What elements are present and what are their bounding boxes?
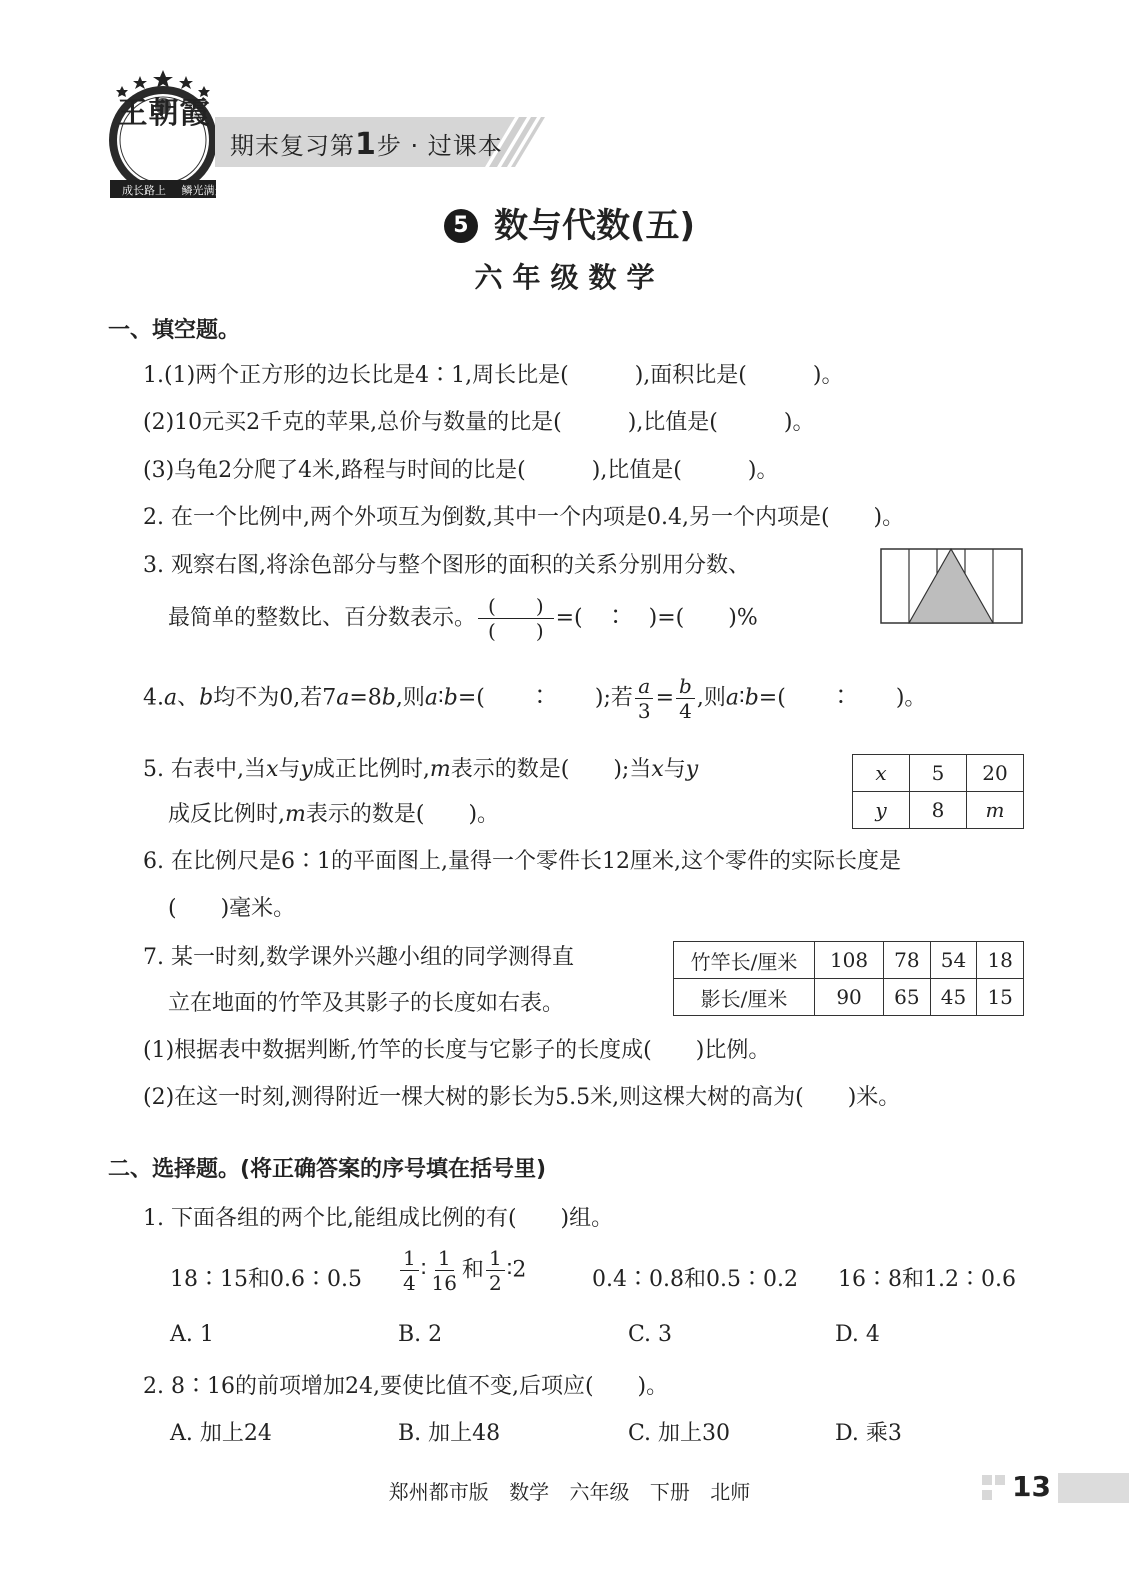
question-7-1: (1)根据表中数据判断,竹竿的长度与它影子的长度成( )比例。 xyxy=(143,1038,771,1063)
table-cell: x xyxy=(853,755,910,792)
footer-edition: 郑州都市版 数学 六年级 下册 北师 xyxy=(388,1480,751,1504)
section1-heading: 一、填空题。 xyxy=(108,318,241,343)
question-7-line2: 立在地面的竹竿及其影子的长度如右表。 xyxy=(168,991,565,1016)
mc-q1-option-a: A. 1 xyxy=(170,1322,214,1347)
question-1-3: (3)乌龟2分爬了4米,路程与时间的比是( ),比值是( )。 xyxy=(143,458,779,483)
table-row xyxy=(674,942,1024,979)
mc-q1-option-c: C. 3 xyxy=(628,1322,673,1347)
question-5-line1: 5. 右表中,当x与y成正比例时,m表示的数是( );当x与y xyxy=(143,757,699,782)
mc-q1-option-d: D. 4 xyxy=(835,1322,880,1347)
mc-q2-option-c: C. 加上30 xyxy=(628,1421,731,1446)
table-cell: 54 xyxy=(930,942,977,979)
logo-motto-left: 成长路上 xyxy=(122,184,166,197)
footer-decor xyxy=(982,1490,992,1500)
question-2: 2. 在一个比例中,两个外项互为倒数,其中一个内项是0.4,另一个内项是( )。 xyxy=(143,505,905,530)
question-6-line1: 6. 在比例尺是6∶1的平面图上,量得一个零件长12厘米,这个零件的实际长度是 xyxy=(143,849,901,874)
mc-question-1: 1. 下面各组的两个比,能组成比例的有( )组。 xyxy=(143,1206,614,1231)
logo-name: 王朝霞 xyxy=(117,96,211,131)
page-number-bar xyxy=(1058,1473,1129,1503)
logo-motto-right: 鳞光满天 xyxy=(181,184,226,197)
table-cell: 5 xyxy=(910,755,967,792)
section2-heading: 二、选择题。(将正确答案的序号填在括号里) xyxy=(108,1157,547,1182)
question-7-2: (2)在这一时刻,测得附近一棵大树的影长为5.5米,则这棵大树的高为( )米。 xyxy=(143,1085,901,1110)
table-cell: 45 xyxy=(930,979,977,1016)
table-cell: 90 xyxy=(815,979,884,1016)
table-cell: 8 xyxy=(910,792,967,829)
table-cell: y xyxy=(853,792,910,829)
table-cell: 65 xyxy=(884,979,931,1016)
q5-table xyxy=(852,754,1024,829)
mc-q1-group-1: 18∶15和0.6∶0.5 xyxy=(170,1267,362,1292)
mc-q1-group-2: $\frac{1}{4}$ ∶ $\frac{1}{16}$ 和 $\frac{1}{2}$ ∶2 xyxy=(398,1246,526,1295)
question-1-1: 1.(1)两个正方形的边长比是4∶1,周长比是( ),面积比是( )。 xyxy=(143,363,844,388)
mc-q2-option-d: D. 乘3 xyxy=(835,1421,902,1446)
question-7-line1: 7. 某一时刻,数学课外兴趣小组的同学测得直 xyxy=(143,945,574,970)
page-title xyxy=(0,198,1139,247)
question-3-line1: 3. 观察右图,将涂色部分与整个图形的面积的关系分别用分数、 xyxy=(143,553,750,578)
footer-decor xyxy=(982,1475,992,1485)
table-row xyxy=(674,979,1024,1016)
mc-q1-group-3: 0.4∶0.8和0.5∶0.2 xyxy=(592,1267,798,1292)
question-4: 4.a、b均不为0,若7a=8b,则a∶b=( ∶ );若 $\frac{a}{3}$ = $\frac{b}{4}$ ,则a∶b=( ∶ )。 xyxy=(143,674,927,723)
mc-q2-option-a: A. 加上24 xyxy=(170,1421,272,1446)
table-cell: 108 xyxy=(815,942,884,979)
page-number: 13 xyxy=(1012,1470,1051,1503)
banner-label: 期末复习第1步 · 过课本 xyxy=(230,127,503,162)
page-subtitle: 六年级数学 xyxy=(474,261,665,294)
table-row xyxy=(853,755,1024,792)
mc-q1-option-b: B. 2 xyxy=(398,1322,443,1347)
mc-q1-group-4: 16∶8和1.2∶0.6 xyxy=(838,1267,1016,1292)
mc-q2-option-b: B. 加上48 xyxy=(398,1421,501,1446)
table-cell: m xyxy=(967,792,1024,829)
question-5-line2: 成反比例时,m表示的数是( )。 xyxy=(168,802,500,827)
table-cell: 20 xyxy=(967,755,1024,792)
table-cell: 影长/厘米 xyxy=(674,979,815,1016)
question-6-line2: ( )毫米。 xyxy=(168,896,296,921)
table-cell: 78 xyxy=(884,942,931,979)
q7-table xyxy=(673,941,1024,1016)
q3-fraction: $\frac{( )}{( )}$ xyxy=(478,594,554,643)
table-cell: 18 xyxy=(977,942,1024,979)
footer-decor xyxy=(995,1475,1005,1485)
question-3-line2: 最简单的整数比、百分数表示。 $\frac{( )}{( )}$ =( ∶ )=( )% xyxy=(168,594,758,643)
table-cell: 15 xyxy=(977,979,1024,1016)
table-cell: 竹竿长/厘米 xyxy=(674,942,815,979)
mc-question-2: 2. 8∶16的前项增加24,要使比值不变,后项应( )。 xyxy=(143,1374,669,1399)
q3-rectangle-figure xyxy=(880,548,1023,624)
question-1-2: (2)10元买2千克的苹果,总价与数量的比是( ),比值是( )。 xyxy=(143,410,815,435)
title-text: 数与代数(五) xyxy=(493,206,696,246)
unit-number-badge: 5 xyxy=(444,209,478,243)
table-row xyxy=(853,792,1024,829)
